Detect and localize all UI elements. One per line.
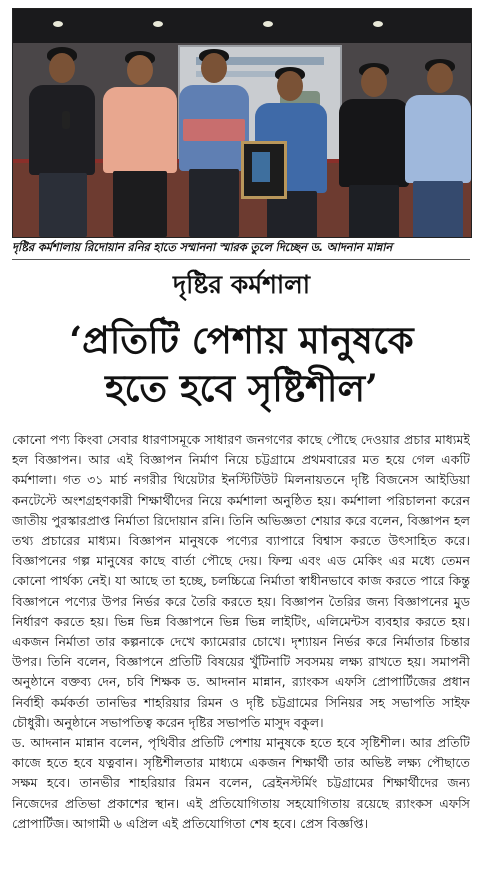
- award-plaque: [241, 141, 287, 199]
- article-body: [12, 430, 470, 894]
- photo-ceiling: [13, 9, 471, 43]
- ceiling-light: [53, 21, 63, 27]
- microphone-icon: [62, 111, 70, 129]
- photo-caption: দৃষ্টির কর্মশালায় রিদোয়ান রনির হাতে সম্মাননা স্মারক তুলে দিচ্ছেন ড. আদনান মান্নান: [12, 240, 393, 254]
- article-paragraph: ড. আদনান মান্নান বলেন, পৃথিবীর প্রতিটি পেশায় মানুষকে হতে হবে সৃষ্টিশীল। আর প্রতিটি কাজে হতে হবে যত্নবান। সৃষ্টিশীলতার মাধ্যমে একজন শিক্ষার্থী তার অভিষ্ট লক্ষ্য পৌছাতে সক্ষম হবে। তানভীর শাহরিয়ার রিমন বলেন, ব্রেইনস্টর্মিং চট্টগ্রামের শিক্ষার্থীদের জন্য নিজেদের প্রতিভা প্রকাশের স্থান। এই প্রতিযোগিতায় সহযোগিতায় রয়েছে র‍্যাংকস এফসি প্রোপার্টিজ। আগামী ৬ এপ্রিল এই প্রতিযোগিতা শেষ হবে। প্রেস বিজ্ঞপ্তি।: [12, 735, 470, 831]
- ceiling-light: [153, 21, 163, 27]
- headline-line-2: হতে হবে সৃষ্টিশীল’: [105, 366, 378, 410]
- kicker-title: দৃষ্টির কর্মশালা: [172, 270, 311, 299]
- ceiling-light: [263, 21, 273, 27]
- event-photo: [12, 8, 472, 238]
- headline-line-1: ‘প্রতিটি পেশায় মানুষকে: [69, 318, 414, 362]
- divider: [12, 259, 470, 260]
- ceiling-light: [373, 21, 383, 27]
- plaque-emblem: [252, 152, 270, 182]
- article-paragraph: কোনো পণ্য কিংবা সেবার ধারণাসমূকে সাধারণ জনগণের কাছে পৌছে দেওয়ার প্রচার মাধ্যমই হল বিজ্ঞাপন। আর এই বিজ্ঞাপন নির্মাণ নিয়ে চট্টগ্রামে প্রথমবারের মত হয়ে গেল একটি কর্মশালা। গত ৩১ মার্চ নগরীর থিয়েটার ইনস্টিটিউট মিলনায়তনে দৃষ্টি বিজনেস আইডিয়া কনটেস্টে অংশগ্রহণকারী শিক্ষার্থীদের নিয়ে কর্মশালা অনুষ্ঠিত হয়। কর্মশালা পরিচালনা করেন জাতীয় পুরস্কারপ্রাপ্ত নির্মাতা রিদোয়ান রনি। তিনি অভিজ্ঞতা শেয়ার করে বলেন, বিজ্ঞাপন হল তথ্য প্রচারের মাধ্যম। বিজ্ঞাপন মানুষকে পণ্যের ব্যাপারে বিশ্বাস করতে উৎসাহিত করে। বিজ্ঞাপনের গল্প মানুষের কাছে বার্তা পৌছে দেয়। ফিল্ম এবং এড মেকিং এর মধ্যে তেমন কোনো পার্থক্য নেই। যা আছে তা হচ্ছে, চলচ্চিত্রে নির্মাতা স্বাধীনভাবে কাজ করতে পারে কিন্তু বিজ্ঞাপনে পণ্যের উপর নির্ভর করে তৈরি করতে হয়। বিজ্ঞাপন তৈরির জন্য বিজ্ঞাপনের মুড নির্ধারণ করতে হয়। ভিন্ন ভিন্ন বিজ্ঞাপনে ভিন্ন ভিন্ন লাইটিং, এলিমেন্টস ব্যবহার করতে হয়। একজন নির্মাতা তার কল্পনাকে দেখে ক্যামেরার চোখে। দৃশ্যায়ন নির্ভর করে নির্মাতার চিন্তার উপর। তিনি বলেন, বিজ্ঞাপনে প্রতিটি বিষয়ের খুঁটিনাটি সবসময় লক্ষ্য রাখতে হয়। সমাপনী অনুষ্ঠানে বক্তব্য দেন, চবি শিক্ষক ড. আদনান মান্নান, র‍্যাংকস এফসি প্রোপার্টিজের প্রধান নির্বাহী কর্মকর্তা তানভির শাহরিয়ার রিমন ও দৃষ্টি চট্টগ্রামের সিনিয়র সহ সভাপতি সাইফ চৌধুরী। অনুষ্ঠানে সভাপতিত্ব করেন দৃষ্টির সভাপতি মাসুদ বকুল।: [12, 432, 470, 730]
